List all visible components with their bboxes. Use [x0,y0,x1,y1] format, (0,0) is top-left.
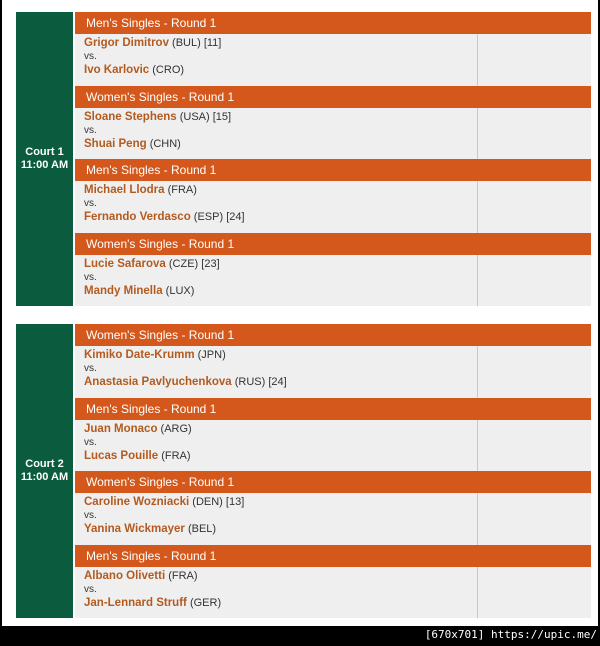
round-header: Women's Singles - Round 1 [75,324,591,346]
column-divider [477,181,478,233]
match-body [75,108,591,160]
match-item [75,471,591,545]
watermark-text: [670x701] https://upic.me/ [424,628,597,641]
match-body [75,34,591,86]
match-body [75,493,591,545]
match-list [75,12,591,306]
player-one [84,570,198,582]
court-time: 11:00 AM [20,159,69,171]
player-name-link[interactable]: Mandy Minella [84,284,163,297]
player-info: (FRA) [167,184,197,196]
match-body [75,420,591,472]
player-info: (CZE) [23] [168,257,220,270]
round-header: Women's Singles - Round 1 [75,233,591,255]
round-header: Men's Singles - Round 1 [75,159,591,181]
player-one [84,258,220,270]
player-info: (BEL) [187,523,217,535]
player-name-link[interactable]: Yanina Wickmayer [84,523,185,535]
player-name-link[interactable]: Lucie Safarova [84,257,166,270]
column-divider [477,255,478,307]
column-divider [477,567,478,619]
match-body [75,181,591,233]
versus-label: vs. [84,510,97,521]
player-one [84,349,226,361]
player-two [84,285,194,297]
round-header: Men's Singles - Round 1 [75,12,591,34]
player-two [84,450,191,462]
player-two [84,138,181,150]
schedule-frame [2,0,598,626]
player-info: (FRA) [161,449,191,462]
court-block-2 [16,324,591,618]
player-two [84,211,245,223]
court-name: Court 2 [25,458,64,470]
column-divider [477,420,478,472]
match-item [75,233,591,307]
versus-label: vs. [84,363,97,374]
match-item [75,12,591,86]
court-name: Court 1 [25,146,64,158]
player-two [84,597,221,609]
player-info: (JPN) [197,349,226,361]
player-one [84,496,244,508]
versus-label: vs. [84,198,97,209]
versus-label: vs. [84,583,97,595]
column-divider [477,34,478,86]
player-name-link[interactable]: Juan Monaco [84,422,158,435]
player-info: (ARG) [160,422,192,435]
round-header: Women's Singles - Round 1 [75,86,591,108]
player-info: (FRA) [168,569,198,582]
versus-label: vs. [84,51,97,62]
player-info: (BUL) [11] [172,37,222,49]
match-body [75,567,591,619]
player-name-link[interactable]: Albano Olivetti [84,569,166,582]
player-name-link[interactable]: Fernando Verdasco [84,211,191,223]
player-one [84,184,197,196]
court-block-1 [16,12,591,306]
match-list [75,324,591,618]
player-one [84,37,221,49]
versus-label: vs. [84,271,97,283]
player-info: (USA) [15] [179,110,232,123]
round-header: Women's Singles - Round 1 [75,471,591,493]
player-info: (RUS) [24] [234,376,287,388]
player-one [84,423,192,435]
versus-label: vs. [84,436,97,448]
player-two [84,376,287,388]
player-info: (CRO) [152,64,185,76]
player-info: (ESP) [24] [193,211,245,223]
round-header: Men's Singles - Round 1 [75,398,591,420]
player-name-link[interactable]: Michael Llodra [84,184,165,196]
player-name-link[interactable]: Kimiko Date-Krumm [84,349,195,361]
court-label [16,12,73,306]
column-divider [477,493,478,545]
player-name-link[interactable]: Caroline Wozniacki [84,496,190,508]
column-divider [477,346,478,398]
player-name-link[interactable]: Lucas Pouille [84,449,159,462]
match-body [75,346,591,398]
player-info: (CHN) [149,137,181,150]
player-info: (LUX) [165,284,195,297]
match-item [75,159,591,233]
player-info: (GER) [189,596,222,609]
player-name-link[interactable]: Grigor Dimitrov [84,37,169,49]
versus-label: vs. [84,124,97,136]
player-name-link[interactable]: Shuai Peng [84,137,147,150]
court-time: 11:00 AM [20,471,69,483]
match-item [75,86,591,160]
player-one [84,111,231,123]
player-two [84,523,216,535]
player-name-link[interactable]: Ivo Karlovic [84,64,150,76]
match-item [75,545,591,619]
match-body [75,255,591,307]
column-divider [477,108,478,160]
match-item [75,324,591,398]
player-name-link[interactable]: Jan-Lennard Struff [84,596,187,609]
player-two [84,64,184,76]
court-label [16,324,73,618]
player-name-link[interactable]: Sloane Stephens [84,110,177,123]
match-item [75,398,591,472]
round-header: Men's Singles - Round 1 [75,545,591,567]
player-info: (DEN) [13] [192,496,245,508]
player-name-link[interactable]: Anastasia Pavlyuchenkova [84,376,232,388]
